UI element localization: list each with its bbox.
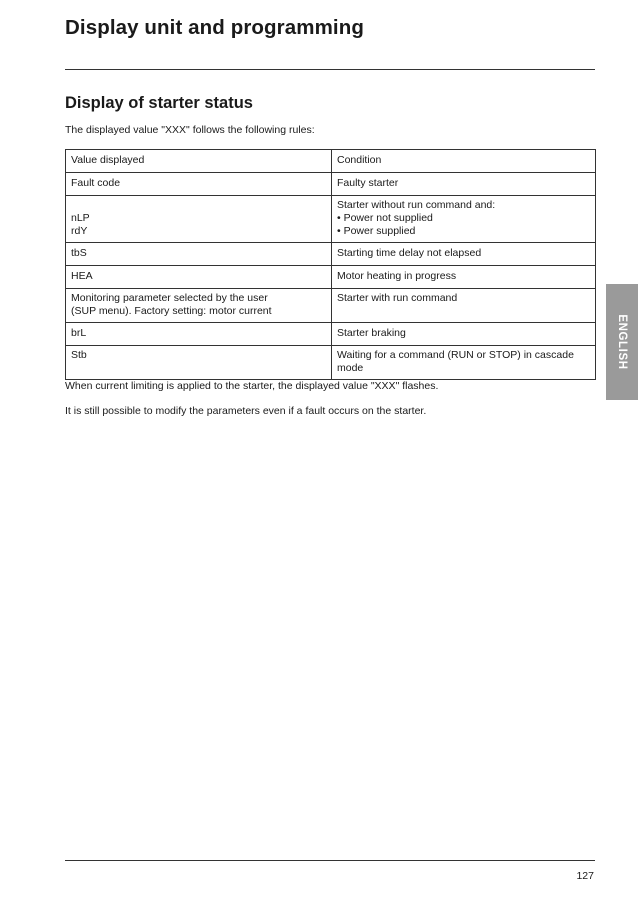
fault-parameters-note: It is still possible to modify the parameters even if a fault occurs on the starter. xyxy=(65,405,427,417)
section-title: Display of starter status xyxy=(65,94,253,112)
table-row xyxy=(66,243,596,266)
table-header-row xyxy=(66,150,596,173)
page-number: 127 xyxy=(576,870,594,882)
table-row xyxy=(66,266,596,289)
cell-condition: Waiting for a command (RUN or STOP) in cascade mode xyxy=(332,346,596,380)
table-row xyxy=(66,346,596,380)
cell-value: Stb xyxy=(66,346,332,380)
language-tab xyxy=(606,284,638,400)
cell-condition: Motor heating in progress xyxy=(332,266,596,289)
cell-condition: Faulty starter xyxy=(332,173,596,196)
current-limiting-note: When current limiting is applied to the starter, the displayed value "XXX" flashes. xyxy=(65,380,439,392)
cell-value: nLP rdY xyxy=(66,196,332,243)
header-condition: Condition xyxy=(332,150,596,173)
bottom-divider xyxy=(65,860,595,861)
top-divider xyxy=(65,69,595,70)
cell-condition: Starter with run command xyxy=(332,289,596,323)
cell-value: tbS xyxy=(66,243,332,266)
intro-text: The displayed value "XXX" follows the following rules: xyxy=(65,124,315,136)
table-row xyxy=(66,289,596,323)
cell-value: HEA xyxy=(66,266,332,289)
cell-condition: Starter braking xyxy=(332,323,596,346)
table-row xyxy=(66,173,596,196)
page-title: Display unit and programming xyxy=(65,16,364,39)
cell-value: Monitoring parameter selected by the user (SUP menu). Factory setting: motor current xyxy=(66,289,332,323)
cell-condition: Starter without run command and: • Power not supplied • Power supplied xyxy=(332,196,596,243)
cell-value: Fault code xyxy=(66,173,332,196)
cell-condition: Starting time delay not elapsed xyxy=(332,243,596,266)
header-value-displayed: Value displayed xyxy=(66,150,332,173)
cell-value: brL xyxy=(66,323,332,346)
table-row xyxy=(66,323,596,346)
table-row xyxy=(66,196,596,243)
language-tab-label: ENGLISH xyxy=(616,314,628,370)
status-table xyxy=(65,149,596,380)
